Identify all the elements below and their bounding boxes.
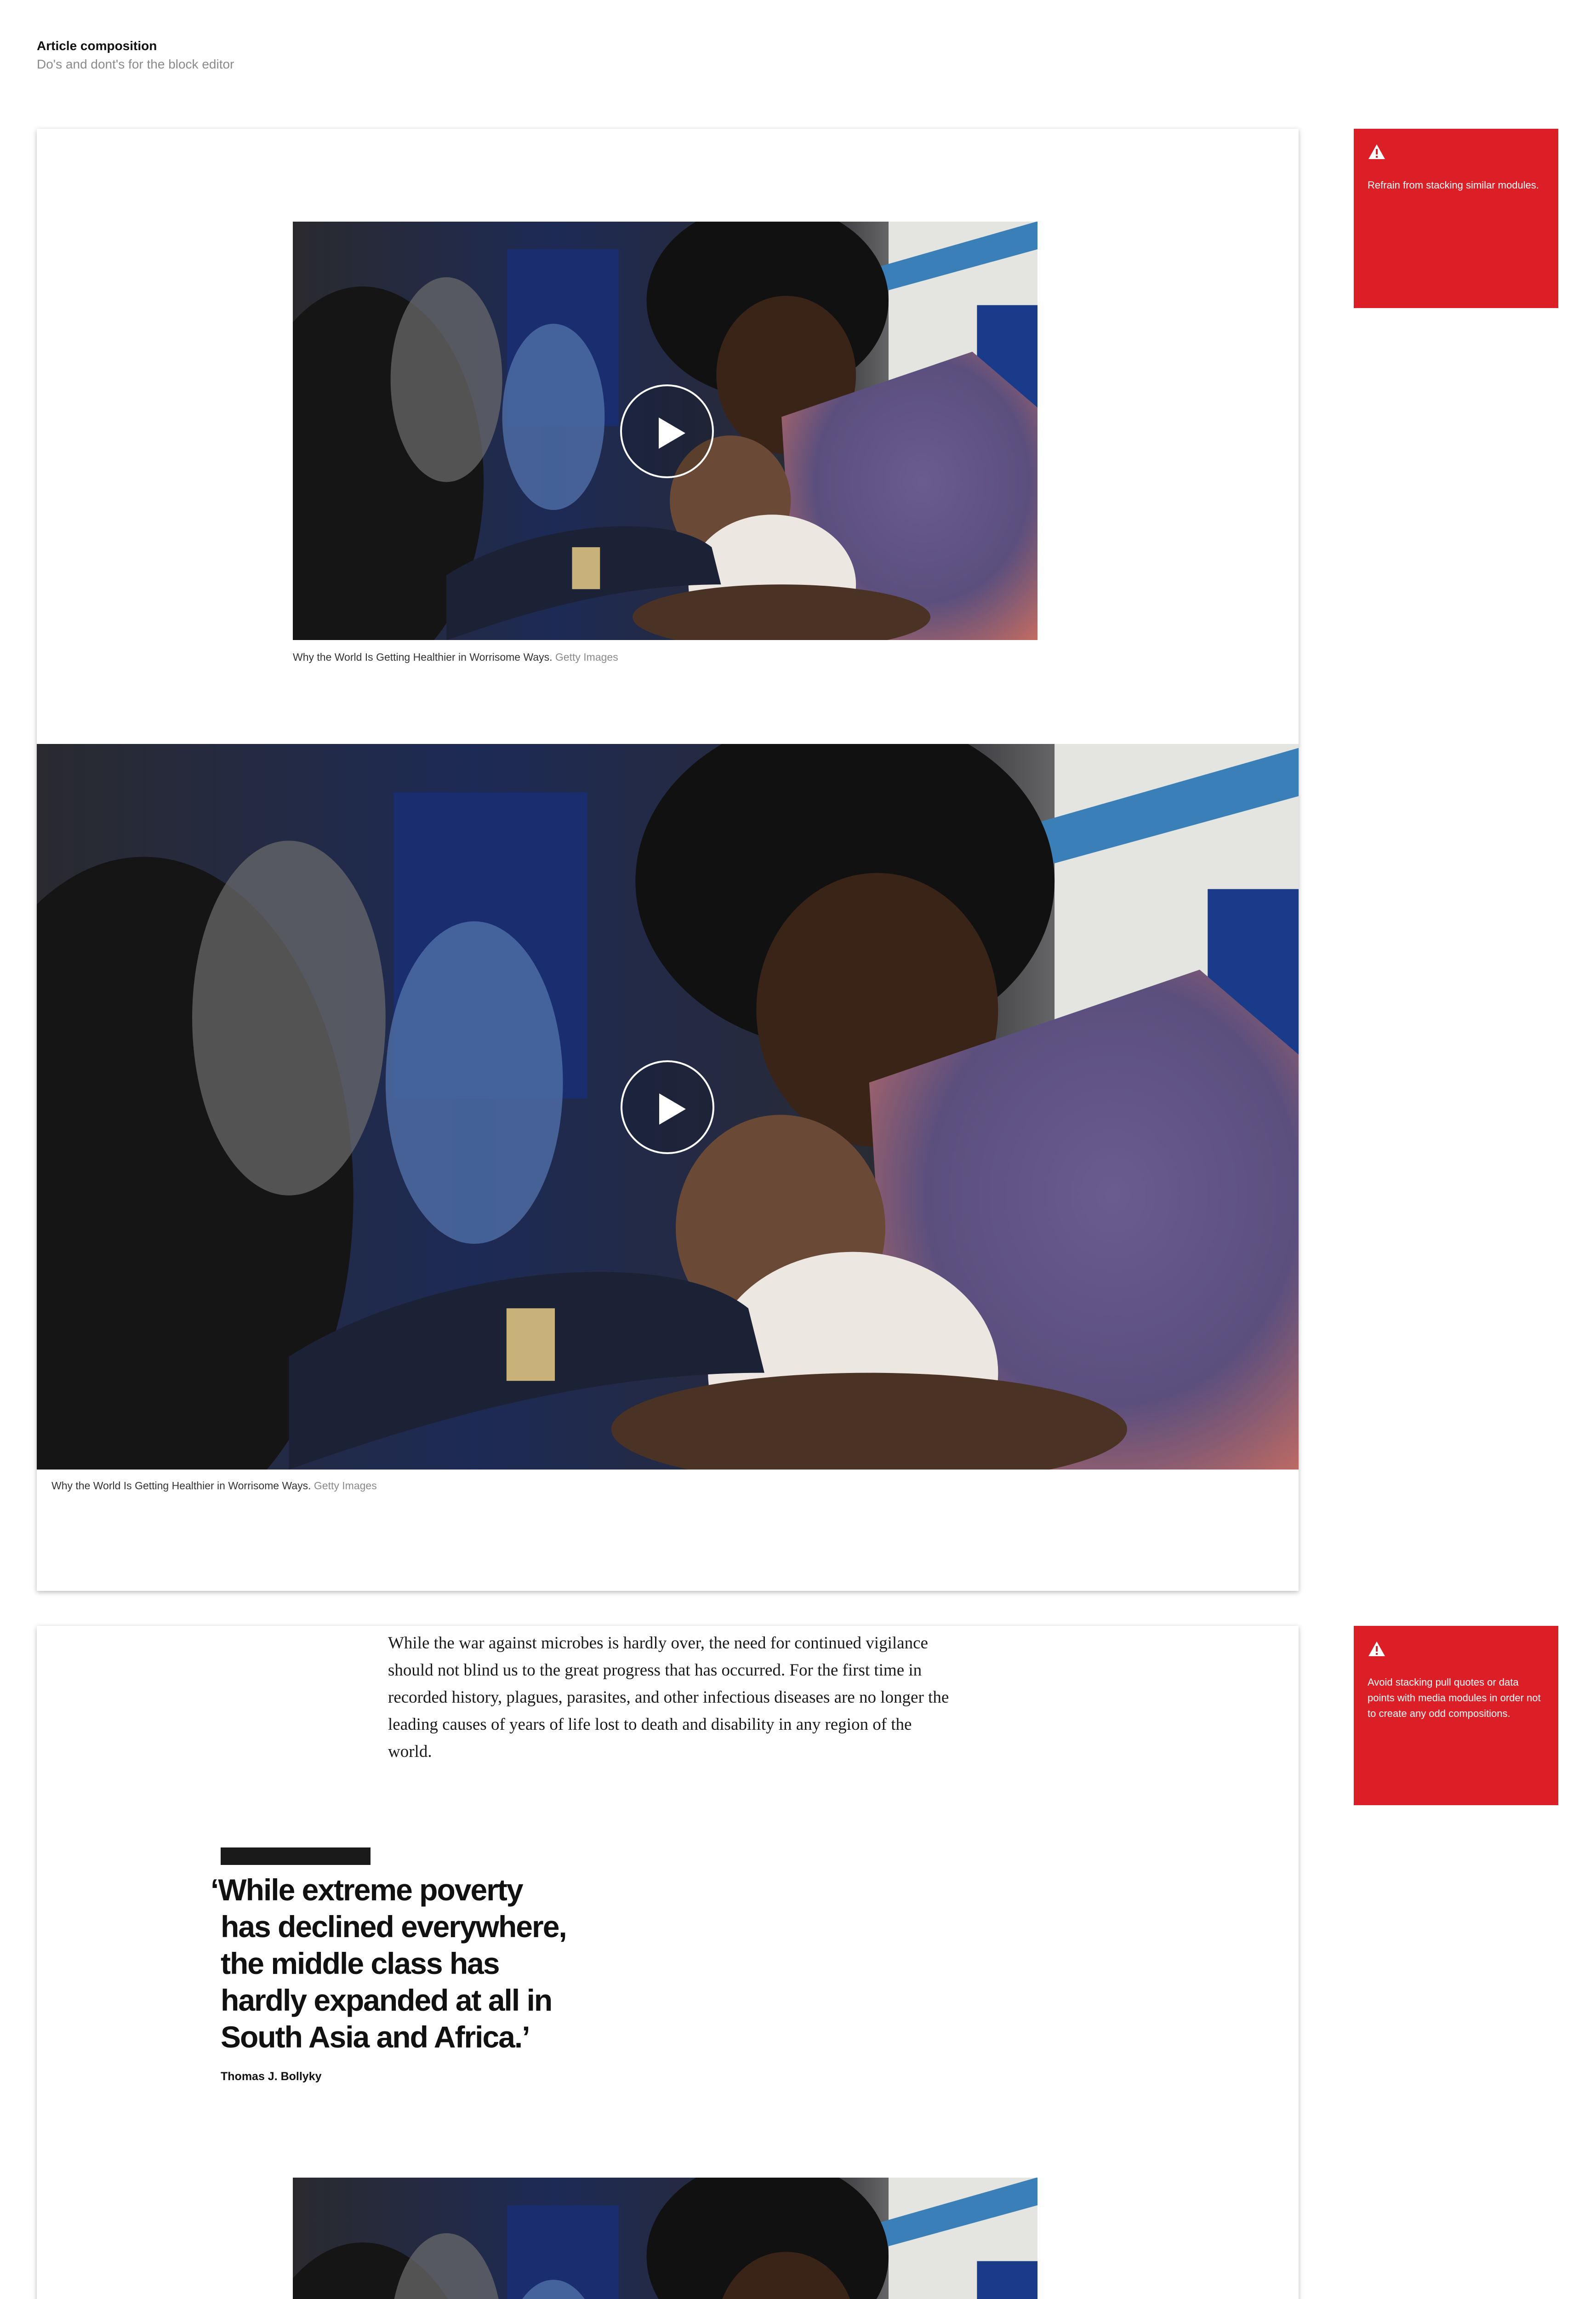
caption-title: Why the World Is Getting Healthier in Worrisome Ways. — [293, 651, 553, 663]
video-thumbnail[interactable] — [293, 222, 1037, 640]
pull-quote-author: Thomas J. Bollyky — [221, 2070, 322, 2083]
video-photo — [293, 2178, 1037, 2299]
example-card-quote-media — [37, 1626, 1299, 2299]
play-button[interactable] — [620, 384, 714, 478]
article-body-paragraph: While the war against microbes is hardly over, the need for continued vigilance should not blind us to the great progress that has occurred. For the first time in recorded history, plagues, parasites, and other infectious diseases are no longer the leading causes of years of life lost to death and disability in any region of the world. — [388, 1634, 949, 1761]
video-thumbnail[interactable] — [293, 2178, 1037, 2299]
play-button[interactable] — [621, 1060, 714, 1154]
caption-title: Why the World Is Getting Healthier in Worrisome Ways. — [51, 1480, 311, 1492]
warning-icon — [1368, 143, 1386, 160]
warning-callout — [1354, 129, 1558, 308]
pull-quote-bar — [221, 1847, 370, 1865]
play-icon — [659, 1093, 686, 1125]
pull-quote-line: has declined everywhere, — [221, 1910, 566, 1944]
video-thumbnail-full[interactable] — [37, 744, 1299, 1470]
media-caption — [293, 651, 618, 663]
example-card-stacked-media — [37, 129, 1299, 1591]
pull-quote-line: South Asia and Africa.’ — [221, 2020, 530, 2054]
warning-text: Refrain from stacking similar modules. — [1368, 179, 1539, 191]
pull-quote-line: ‘While extreme poverty — [211, 1873, 523, 1907]
page-title: Article composition — [37, 39, 157, 53]
media-caption — [51, 1480, 377, 1492]
pull-quote-line: hardly expanded at all in — [221, 1983, 552, 2017]
pull-quote-line: the middle class has — [221, 1946, 499, 1980]
caption-credit[interactable]: Getty Images — [555, 651, 618, 663]
caption-credit[interactable]: Getty Images — [314, 1480, 377, 1492]
warning-callout — [1354, 1626, 1558, 1805]
page-subtitle: Do's and dont's for the block editor — [37, 57, 234, 71]
warning-text: Avoid stacking pull quotes or data points with media modules in order not to create any odd compositions. — [1368, 1676, 1541, 1719]
pull-quote — [211, 1871, 578, 2055]
play-icon — [659, 417, 685, 449]
warning-icon — [1368, 1641, 1386, 1657]
